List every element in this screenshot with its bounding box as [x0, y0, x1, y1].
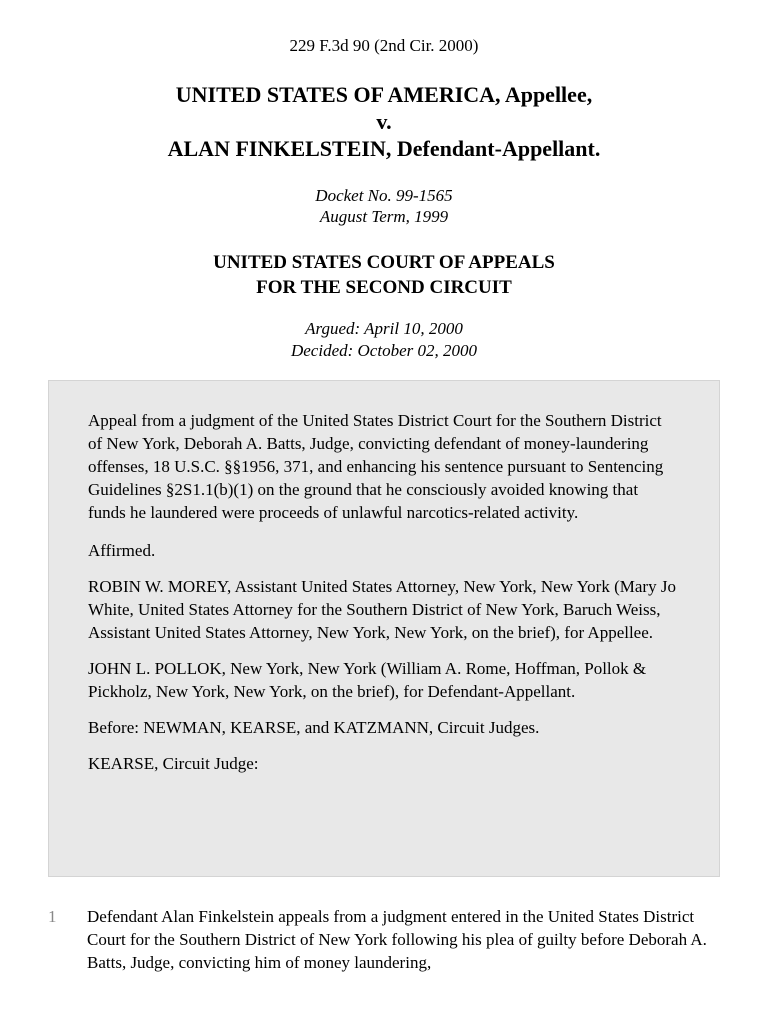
case-citation: 229 F.3d 90 (2nd Cir. 2000)	[289, 36, 479, 55]
counsel-for-appellant: JOHN L. POLLOK, New York, New York (William A. Rome, Hoffman, Pollok & Pickholz, New York, New York, on the brief), for Defendant-Appellant.	[88, 659, 647, 701]
case-dates	[0, 318, 768, 362]
court-name	[0, 250, 768, 300]
opinion-author: KEARSE, Circuit Judge:	[88, 754, 259, 773]
opinion-paragraph	[48, 905, 720, 974]
docket-number: Docket No. 99-1565	[315, 186, 453, 205]
disposition: Affirmed.	[88, 541, 156, 560]
versus-label: v.	[376, 109, 392, 134]
party-appellant: ALAN FINKELSTEIN, Defendant-Appellant.	[167, 136, 601, 161]
court-term: August Term, 1999	[319, 207, 449, 226]
court-name-line-1: UNITED STATES COURT OF APPEALS	[213, 252, 555, 273]
docket-info	[0, 185, 768, 227]
judicial-panel: Before: NEWMAN, KEARSE, and KATZMANN, Circuit Judges.	[88, 718, 540, 737]
case-caption	[0, 81, 768, 162]
syllabus-box	[48, 380, 720, 877]
paragraph-number: 1	[48, 907, 57, 926]
party-appellee: UNITED STATES OF AMERICA, Appellee,	[175, 82, 593, 107]
court-name-line-2: FOR THE SECOND CIRCUIT	[256, 277, 512, 298]
appeal-summary: Appeal from a judgment of the United States District Court for the Southern District of New York, Deborah A. Batts, Judge, convicting defendant of money-laundering offenses, 18 U.S.C. §§1956, 371, and enhancing his sentence pursuant to Sentencing Guidelines §2S1.1(b)(1) on the ground that he consciously avoided knowing that funds he laundered were proceeds of unlawful narcotics-related activity.	[88, 411, 664, 522]
paragraph-text: Defendant Alan Finkelstein appeals from a judgment entered in the United States District Court for the Southern District of New York following his plea of guilty before Deborah A. Batts, Judge, convicting him of money laundering,	[87, 907, 707, 972]
argued-date: Argued: April 10, 2000	[305, 319, 463, 338]
counsel-for-appellee: ROBIN W. MOREY, Assistant United States Attorney, New York, New York (Mary Jo White, United States Attorney for the Southern District of New York, Baruch Weiss, Assistant United States Attorney, New York, New York, on the brief), for Appellee.	[88, 577, 676, 642]
decided-date: Decided: October 02, 2000	[290, 341, 477, 360]
